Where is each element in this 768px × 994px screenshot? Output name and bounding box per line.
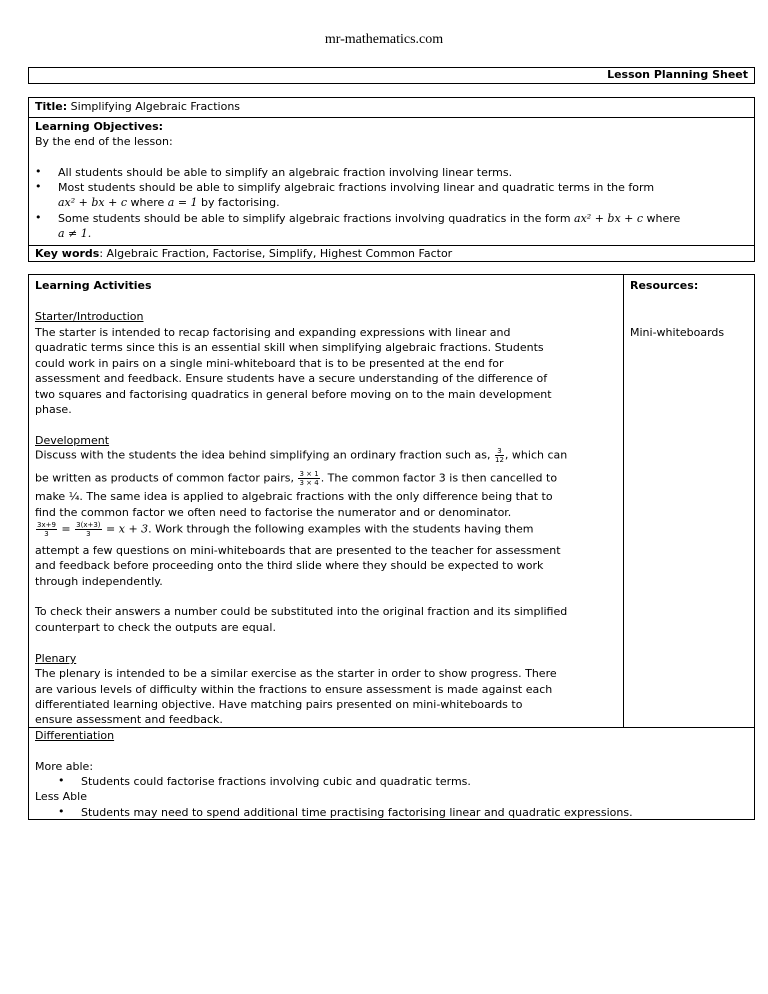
objective-2-cont: ax² + bx + c where a = 1 by factorising. [58, 196, 280, 209]
check-line: counterpart to check the outputs are equal. [35, 621, 276, 634]
plenary-line: ensure assessment and feedback. [35, 713, 223, 726]
more-able-item: Students could factorise fractions involving cubic and quadratic terms. [81, 775, 471, 788]
fraction: $\frac{3(x+3)}{3}$ [76, 521, 101, 538]
less-able-item: Students may need to spend additional time practising factorising linear and quadratic expressions. [81, 806, 633, 819]
lesson-info-box [28, 97, 755, 262]
starter-line: phase. [35, 403, 72, 416]
development-line: find the common factor we often need to factorise the numerator and or denominator. [35, 506, 512, 519]
differentiation-heading: Differentiation [35, 729, 115, 742]
plenary-line: differentiated learning objective. Have matching pairs presented on mini-whiteboards to [35, 698, 523, 711]
development-line: be written as products of common factor pairs, $\frac{3 \times 1}{3 \times 4}$ . The common factor 3 is then cancelled to [35, 470, 558, 487]
objective-3: Some students should be able to simplify algebraic fractions involving quadratics in the form ax² + bx + c where [58, 212, 681, 225]
bullet-icon: • [35, 211, 42, 224]
bullet-icon: • [58, 805, 65, 818]
title-label: Title: [35, 100, 68, 113]
starter-line: assessment and feedback. Ensure students have a secure understanding of the difference of [35, 372, 548, 385]
resources-heading: Resources: [630, 279, 699, 292]
title-row [29, 98, 754, 118]
keywords-value: : Algebraic Fraction, Factorise, Simplify, Highest Common Factor [99, 247, 453, 260]
development-line: $\frac{3x+9}{3}$ = $\frac{3(x+3)}{3}$ = x + 3. Work through the following examples with the students having them [37, 521, 534, 538]
development-line: make ¼. The same idea is applied to algebraic fractions with the only difference being that to [35, 490, 553, 503]
bullet-icon: • [35, 180, 42, 193]
development-line: and feedback before proceeding onto the third slide where they should be expected to work [35, 559, 544, 572]
starter-line: two squares and factorising quadratics in general before moving on to the main development [35, 388, 552, 401]
bullet-icon: • [58, 774, 65, 787]
keywords-label: Key words [35, 247, 100, 260]
objectives-row [29, 118, 754, 246]
column-divider [623, 275, 624, 727]
fraction: $\frac{3 \times 1}{3 \times 4}$ [299, 470, 319, 487]
development-line: Discuss with the students the idea behind simplifying an ordinary fraction such as, $\frac{3}{12}$ , which can [35, 447, 568, 464]
development-heading: Development [35, 434, 110, 447]
less-able-label: Less Able [35, 790, 87, 803]
starter-line: The starter is intended to recap factorising and expanding expressions with linear and [35, 326, 511, 339]
fraction: $\frac{3x+9}{3}$ [37, 521, 56, 538]
objective-2: Most students should be able to simplify algebraic fractions involving linear and quadratic terms in the form [58, 181, 655, 194]
sheet-title: Lesson Planning Sheet [607, 68, 748, 81]
objective-3-cont: a ≠ 1. [58, 227, 92, 240]
objectives-heading: Learning Objectives: [35, 120, 164, 133]
plenary-line: are various levels of difficulty within the fractions to ensure assessment is made against each [35, 683, 553, 696]
keywords-row [29, 246, 754, 262]
plenary-heading: Plenary [35, 652, 77, 665]
development-line: attempt a few questions on mini-whiteboards that are presented to the teacher for assessment [35, 544, 561, 557]
activities-heading: Learning Activities [35, 279, 152, 292]
development-line: through independently. [35, 575, 163, 588]
starter-line: quadratic terms since this is an essential skill when simplifying algebraic fractions. Students [35, 341, 544, 354]
header-box [28, 67, 755, 84]
check-line: To check their answers a number could be substituted into the original fraction and its simplified [35, 605, 568, 618]
site-url: mr-mathematics.com [324, 32, 444, 47]
bullet-icon: • [35, 165, 42, 178]
starter-line: could work in pairs on a single mini-whiteboard that is to be presented at the end for [35, 357, 504, 370]
fraction: $\frac{3}{12}$ [495, 447, 504, 464]
objective-1: All students should be able to simplify an algebraic fraction involving linear terms. [58, 166, 513, 179]
activities-box [28, 274, 755, 820]
plenary-line: The plenary is intended to be a similar exercise as the starter in order to show progress. There [35, 667, 557, 680]
resources-value: Mini-whiteboards [630, 326, 725, 339]
more-able-label: More able: [35, 760, 94, 773]
objectives-intro: By the end of the lesson: [35, 135, 173, 148]
lesson-title: Simplifying Algebraic Fractions [67, 100, 241, 113]
starter-heading: Starter/Introduction [35, 310, 144, 323]
